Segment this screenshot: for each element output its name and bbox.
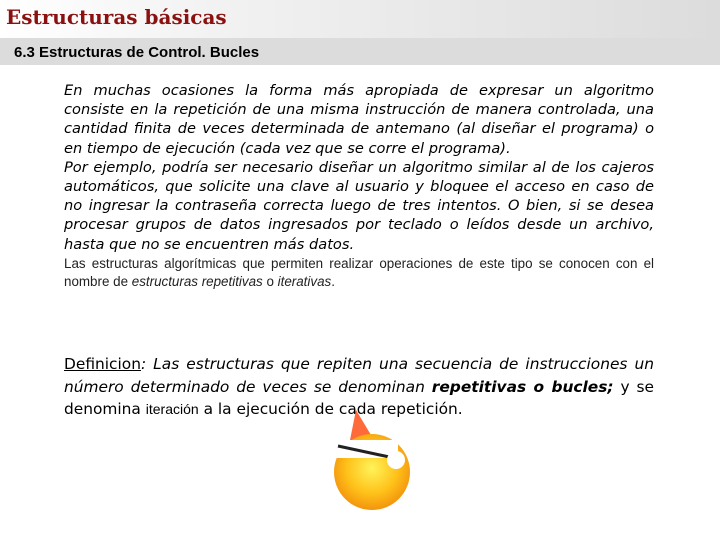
loop-center-dot xyxy=(387,451,405,469)
paragraph-intro: En muchas ocasiones la forma más apropiada de expresar un algoritmo consiste en la repetición de una misma instrucción de manera controlada, una cantidad finita de veces determinada de antemano (al diseñar el programa) o en tiempo de ejecución (cada vez que se corre el programa). xyxy=(64,82,654,157)
paragraph-structures-end: . xyxy=(331,274,335,290)
paragraph-example: Por ejemplo, podría ser necesario diseñar un algoritmo similar al de los cajeros automáticos, que solicite una clave al usuario y bloquee el acceso en caso de no ingresar la contraseña correcta luego de tres intentos. O bien, si se desea procesar grupos de datos ingresados por teclado o leídos desde un archivo, hasta que no se encuentren más datos. xyxy=(64,158,654,253)
definition-text-1: Las estructuras que repiten una secuencia de instrucciones un número determinado de veces se denominan xyxy=(64,355,654,396)
definition-text-3: a la ejecución de cada repetición. xyxy=(198,400,463,419)
loop-arrow-icon xyxy=(334,410,414,520)
definition-iteration: iteración xyxy=(145,401,199,418)
definition-term: repetitivas o bucles; xyxy=(431,377,614,396)
definition-colon: : xyxy=(140,355,147,373)
slide-subtitle: 6.3 Estructuras de Control. Bucles xyxy=(14,44,260,61)
paragraph-structures-start: Las estructuras algorítmicas que permiten realizar operaciones de este tipo se conocen con el nombre de xyxy=(64,255,654,290)
paragraph-structures-mid: o xyxy=(262,274,278,290)
slide-title: Estructuras básicas xyxy=(6,5,227,29)
definition-text-2: y se denomina xyxy=(64,377,654,419)
paragraph-structures xyxy=(64,255,654,292)
term-repetitive-structures: estructuras repetitivas xyxy=(131,274,263,290)
body-text xyxy=(64,81,654,292)
term-iterative: iterativas xyxy=(277,274,332,290)
title-band xyxy=(0,0,720,38)
subtitle-band xyxy=(0,38,720,65)
definition-label: Definicion xyxy=(64,355,141,373)
